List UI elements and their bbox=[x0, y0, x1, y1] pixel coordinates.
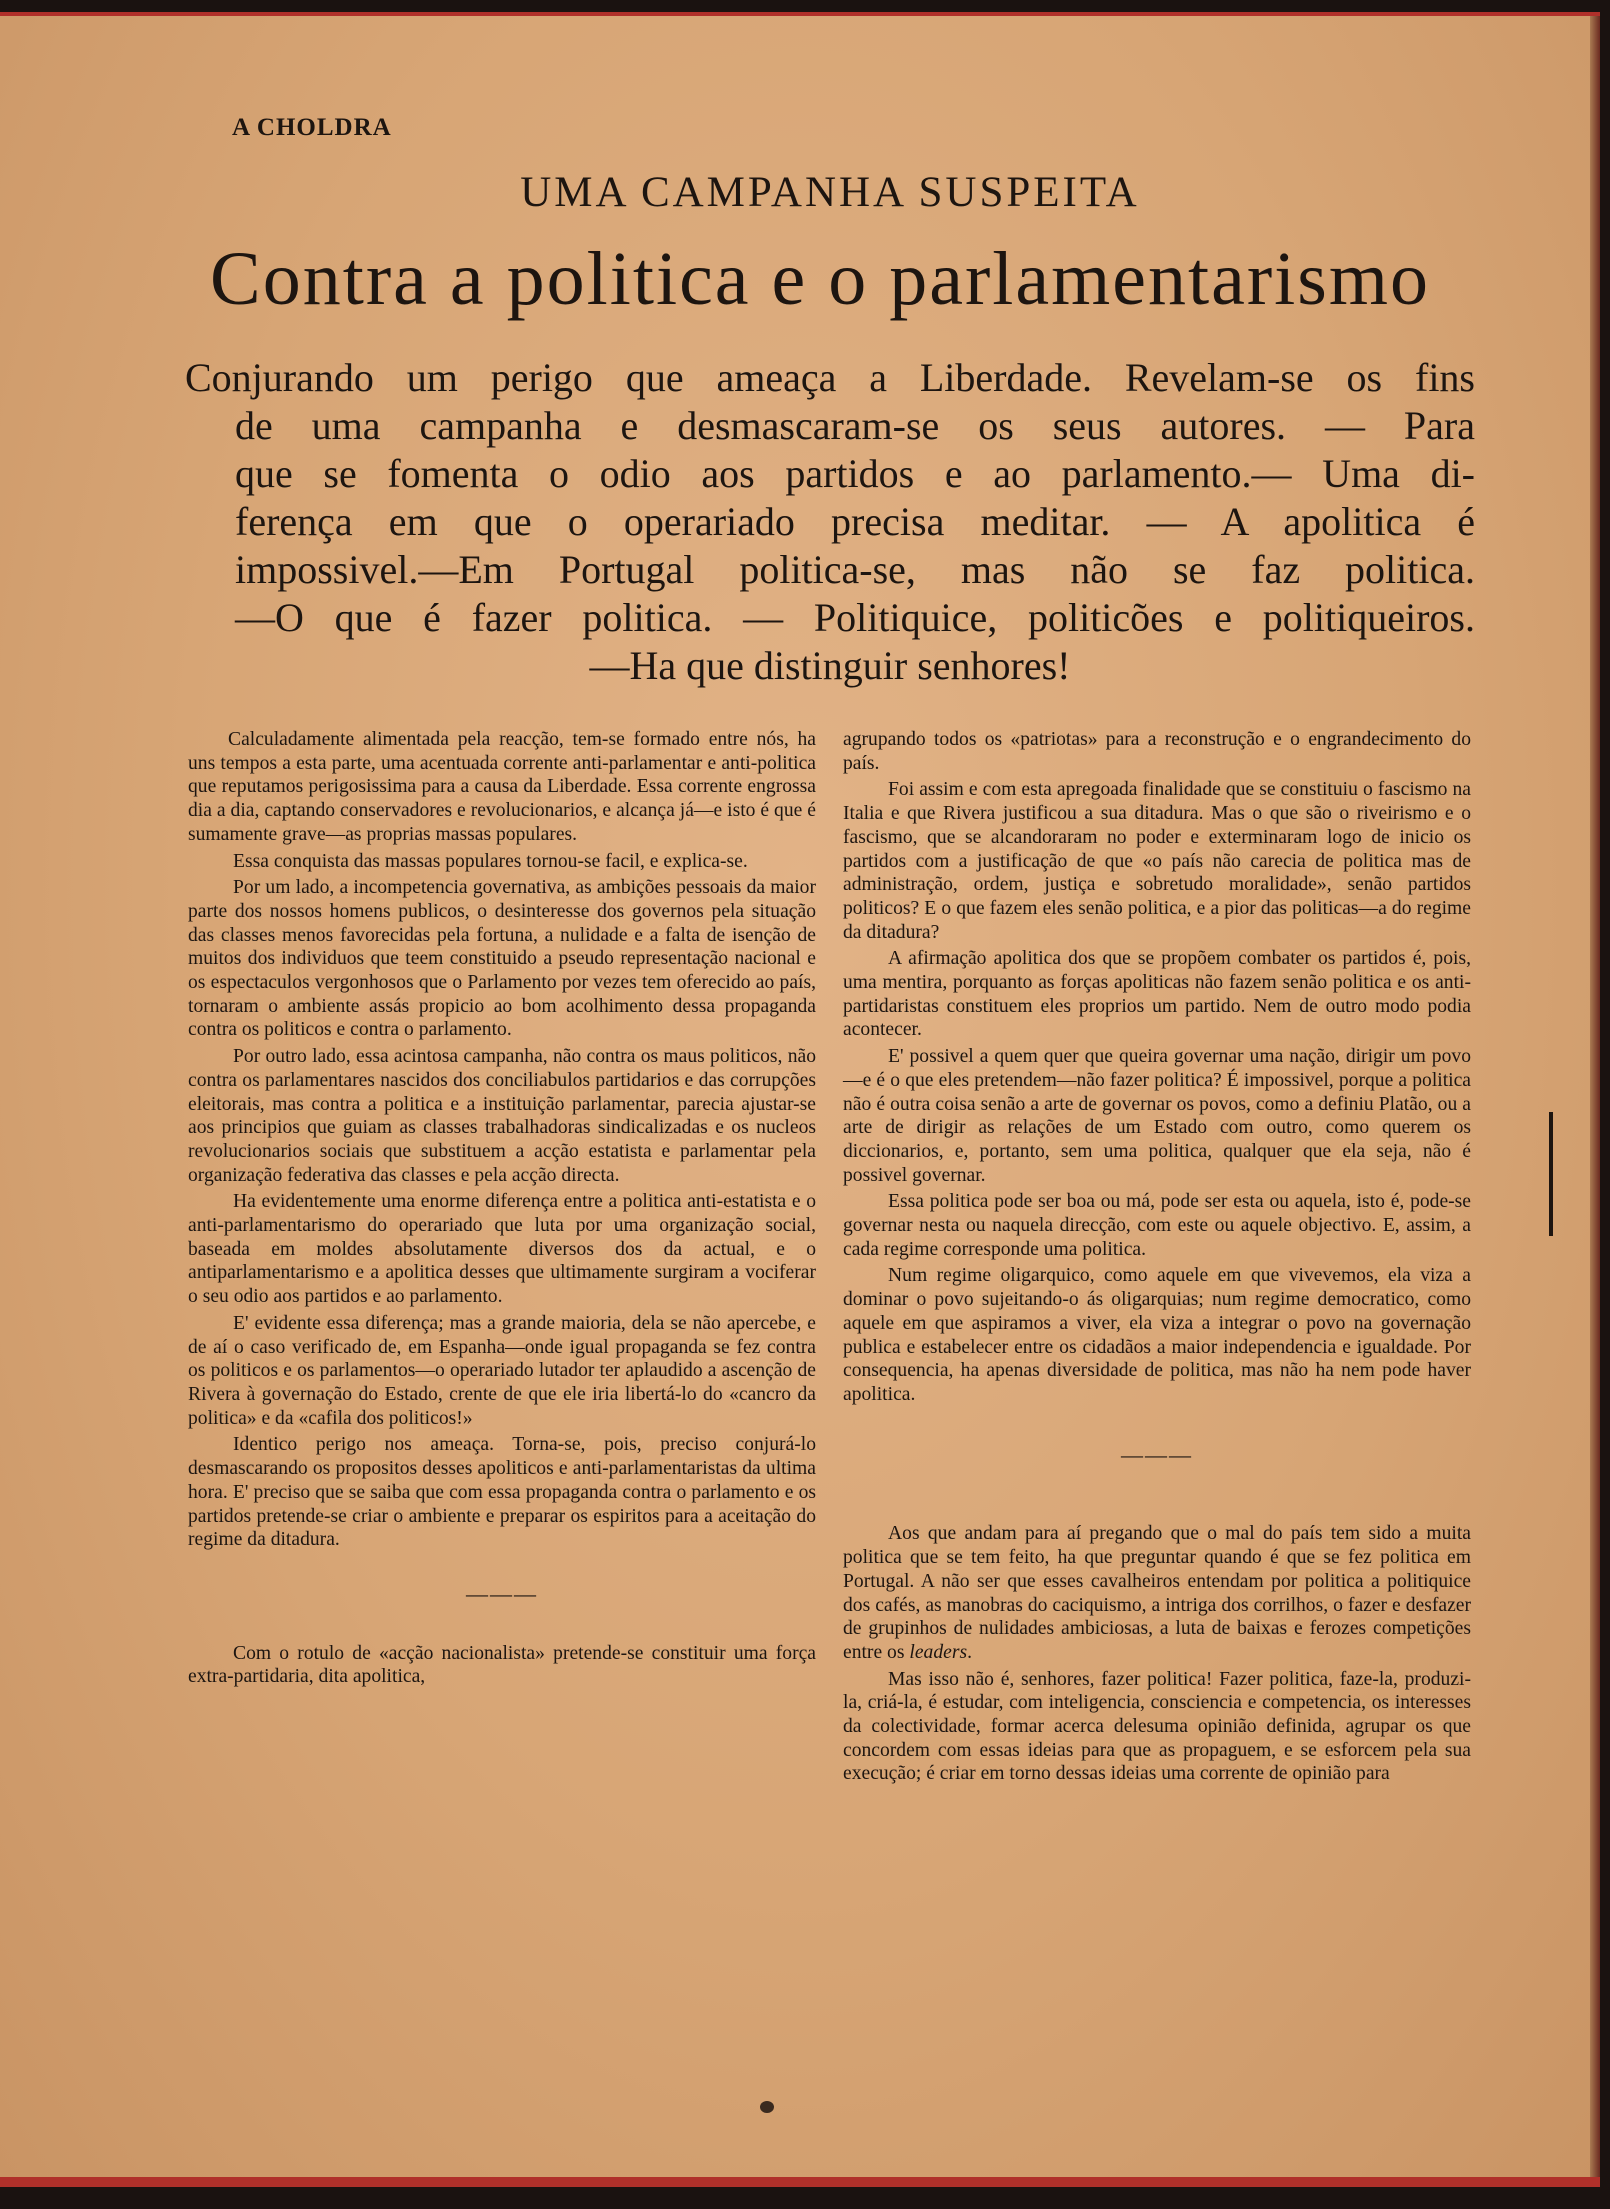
article-headline: Contra a politica e o parlamentarismo bbox=[210, 237, 1430, 321]
paragraph bbox=[843, 1522, 1471, 1664]
emphasis-leaders: leaders bbox=[909, 1641, 968, 1663]
deck-line: de uma campanha e desmascaram-se os seus autores. — Para bbox=[235, 403, 1475, 448]
article-kicker: UMA CAMPANHA SUSPEITA bbox=[520, 169, 1140, 216]
section-separator: ——— bbox=[466, 1580, 538, 1606]
article-column-right bbox=[843, 728, 1471, 1786]
paragraph: E' possivel a quem quer que queira governar uma nação, dirigir um povo—e é o que eles pretendem—não fazer politica? É impossivel, porque a politica não é outra coisa senão a arte de governar os povos, como a definiu Platão, ou a arte de dirigir as relações de um Estado com outro, como querem os diccionarios, e, portanto, sem uma politica, qualquer que ela seja, não é possivel governar. bbox=[843, 1046, 1471, 1186]
paragraph: Identico perigo nos ameaça. Torna-se, pois, preciso conjurá-lo desmascarando os propositos desses apoliticos e anti-parlamentaristas da ultima hora. E' preciso que se saiba que com essa propaganda contra o parlamento e os partidos pretende-se criar o ambiente e preparar os espiritos para a aceitação do regime da ditadura. bbox=[188, 1434, 816, 1551]
paragraph: Por outro lado, essa acintosa campanha, não contra os maus politicos, não contra os parlamentares nascidos dos conciliabulos partidarios e das corrupções eleitorais, mas contra a politica e a instituição parlamentar, parecia ajustar-se aos principios que guiam as classes trabalhadoras sindicalizadas e os nucleos revolucionarios sociais que substituem a acção estatista e parlamentar pela organização federativa das classes e pela acção directa. bbox=[188, 1046, 816, 1186]
newspaper-page bbox=[0, 12, 1600, 2187]
paragraph: Calculadamente alimentada pela reacção, tem-se formado entre nós, ha uns tempos a esta parte, uma acentuada corrente anti-parlamentar e anti-politica que reputamos perigosissima para a causa da Liberdade. Essa corrente engrossa dia a dia, captando conservadores e revolucionarios, e alcança já—e isto é que é sumamente grave—as proprias massas populares. bbox=[188, 729, 816, 845]
paragraph: Por um lado, a incompetencia governativa, as ambições pessoais da maior parte dos nossos homens publicos, o desinteresse dos governos pela situação das classes menos favorecidas pela fortuna, a nulidade e a falta de isenção de muitos dos individuos que teem constituido a pseudo representação nacional e os espectaculos vergonhosos que o Parlamento por vezes tem oferecido ao país, tornaram o ambiente assás propicio ao bom acolhimento dessa propaganda contra os politicos e contra o parlamento. bbox=[188, 877, 816, 1041]
page-edge-bottom bbox=[0, 2177, 1600, 2187]
article-column-left bbox=[188, 728, 816, 1689]
paragraph: Ha evidentemente uma enorme diferença entre a politica anti-estatista e o anti-parlamentarismo do operariado que luta por uma organização social, baseada em moldes absolutamente diversos dos da actual, e o antiparlamentarismo e a apolitica desses que ultimamente surgiram a vociferar o seu odio aos partidos e ao parlamento. bbox=[188, 1191, 816, 1308]
deck-line: impossivel.—Em Portugal politica-se, mas não se faz politica. bbox=[235, 547, 1475, 592]
paragraph: Mas isso não é, senhores, fazer politica! Fazer politica, faze-la, produzi-la, criá-la, é estudar, com inteligencia, consciencia e competencia, os interesses da colectividade, formar acerca delesuma opinião definida, agrupar os que concordem com essas ideias para que as propaguem, e se esforcem pela sua execução; é criar em torno dessas ideias uma corrente de opinião para bbox=[843, 1668, 1471, 1785]
margin-mark bbox=[1549, 1112, 1553, 1236]
paragraph: agrupando todos os «patriotas» para a reconstrução e o engrandecimento do país. bbox=[843, 729, 1471, 774]
section-label: A CHOLDRA bbox=[232, 114, 392, 141]
paragraph: Com o rotulo de «acção nacionalista» pretende-se constituir uma força extra-partidaria, dita apolitica, bbox=[188, 1642, 816, 1688]
deck-line: ferença em que o operariado precisa meditar. — A apolitica é bbox=[235, 499, 1475, 544]
deck-line: —O que é fazer politica. — Politiquice, politicões e politiqueiros. bbox=[235, 595, 1475, 640]
paragraph: A afirmação apolitica dos que se propõem combater os partidos é, pois, uma mentira, porquanto as forças apoliticas não fazem senão politica e os anti-partidaristas constituem eles proprios um partido. Nem de outro modo podia acontecer. bbox=[843, 948, 1471, 1041]
paragraph-text: Aos que andam para aí pregando que o mal do país tem sido a muita politica que se tem feito, ha que preguntar quando é que se fez politica em Portugal. A não ser que esses cavalheiros entendam por politica a politiquice dos cafés, as manobras do caciquismo, a intriga dos corrilhos, o fazer e desfazer de grupinhos de nulidades ambiciosas, a luta de baixas e ferozes competições entre os bbox=[843, 1523, 1471, 1663]
paragraph: Essa conquista das massas populares tornou-se facil, e explica-se. bbox=[233, 850, 748, 872]
deck-line: —Ha que distinguir senhores! bbox=[589, 643, 1071, 688]
paragraph: Num regime oligarquico, como aquele em que vivevemos, ela viza a dominar o povo sujeitando-o ás oligarquias; num regime democratico, como aquele em que aspiramos a viver, ela viza a integrar o povo na governação publica e estabelecer entre os cidadãos a maior independencia e igualdade. Por consequencia, ha apenas diversidade de politica, mas não ha nem pode haver apolitica. bbox=[843, 1265, 1471, 1405]
page-edge-right bbox=[1590, 16, 1600, 2187]
paragraph-end: . bbox=[967, 1641, 972, 1663]
article-deck bbox=[185, 354, 1475, 690]
ink-smudge bbox=[760, 2101, 774, 2113]
paragraph: Essa politica pode ser boa ou má, pode ser esta ou aquela, isto é, pode-se governar nesta ou naquela direcção, com este ou aquele objectivo. E, assim, a cada regime corresponde uma politica. bbox=[843, 1191, 1471, 1260]
deck-line: que se fomenta o odio aos partidos e ao parlamento.— Uma di- bbox=[235, 451, 1475, 496]
paragraph: E' evidente essa diferença; mas a grande maioria, dela se não apercebe, e de aí o caso verificado de, em Espanha—onde igual propaganda se fez contra os politicos e os parlamentos—o operariado lutador ter aplaudido a ascenção de Rivera à governação do Estado, crente de que ele iria libertá-lo do «cancro da politica» e da «cafila dos politicos!» bbox=[188, 1312, 816, 1429]
deck-line: Conjurando um perigo que ameaça a Liberdade. Revelam-se os fins bbox=[185, 355, 1475, 400]
paragraph: Foi assim e com esta apregoada finalidade que se constituiu o fascismo na Italia e que Rivera justificou a sua ditadura. Mas o que são o riveirismo e o fascismo, que se alcandoraram no poder e exterminaram logo de inicio os partidos com a justificação de que «o país não carecia de politica mas de administração, ordem, justiça e sobretudo moralidade», senão partidos politicos? E o que fazem eles senão politica, e a pior das politicas—a do regime da ditadura? bbox=[843, 779, 1471, 943]
section-separator: ——— bbox=[1121, 1441, 1193, 1467]
